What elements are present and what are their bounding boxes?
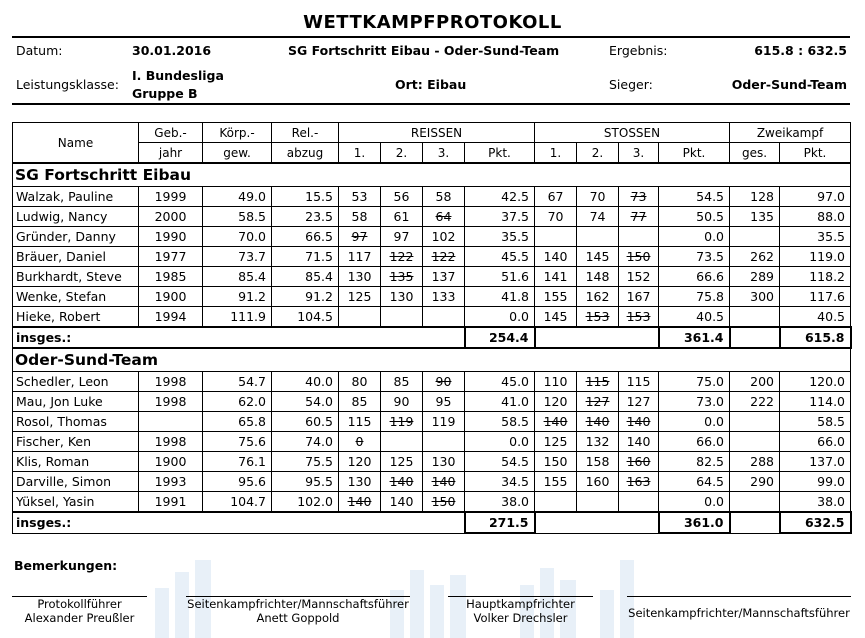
- total-gap: [535, 327, 659, 348]
- cell-s3: [423, 307, 465, 328]
- team-total-row: [13, 327, 851, 348]
- total-gap: [730, 512, 780, 533]
- cell-tpkt: 119.0: [780, 247, 851, 267]
- cell-cpkt: 73.0: [659, 392, 730, 412]
- col-rel-2: abzug: [272, 143, 339, 164]
- cell-s2: 140: [381, 492, 423, 513]
- athlete-name: Darville, Simon: [13, 472, 139, 492]
- relative-deduction: 95.5: [272, 472, 339, 492]
- birth-year: 1900: [139, 452, 203, 472]
- team-header-row: [13, 348, 851, 372]
- cell-s1: 120: [339, 452, 381, 472]
- cell-cpkt: 54.5: [659, 187, 730, 207]
- class-line1: I. Bundesliga: [132, 68, 224, 83]
- cell-ges: [730, 412, 780, 432]
- athlete-name: Schedler, Leon: [13, 372, 139, 392]
- body-weight: 65.8: [203, 412, 272, 432]
- cell-spkt: 45.5: [465, 247, 535, 267]
- signature-head-judge: [448, 596, 593, 625]
- grand-total: 632.5: [780, 512, 851, 533]
- relative-deduction: 23.5: [272, 207, 339, 227]
- col-spkt: Pkt.: [465, 143, 535, 164]
- team-total-row: [13, 512, 851, 533]
- cell-c2: 127: [577, 392, 619, 412]
- signature-name: Anett Goppold: [256, 611, 340, 625]
- cell-s1: 125: [339, 287, 381, 307]
- body-weight: 76.1: [203, 452, 272, 472]
- cell-s2: 119: [381, 412, 423, 432]
- cell-s1: 85: [339, 392, 381, 412]
- athlete-row: [13, 307, 851, 328]
- cell-c2: [577, 227, 619, 247]
- cell-c3: 77: [619, 207, 659, 227]
- cell-s3: 137: [423, 267, 465, 287]
- cell-c2: 158: [577, 452, 619, 472]
- cell-cpkt: 40.5: [659, 307, 730, 328]
- cell-s1: 117: [339, 247, 381, 267]
- cell-s3: 95: [423, 392, 465, 412]
- cell-tpkt: 66.0: [780, 432, 851, 452]
- cell-spkt: 34.5: [465, 472, 535, 492]
- athlete-name: Rosol, Thomas: [13, 412, 139, 432]
- col-name: Name: [13, 123, 139, 164]
- cell-s2: 97: [381, 227, 423, 247]
- cell-c2: 160: [577, 472, 619, 492]
- birth-year: 1998: [139, 432, 203, 452]
- col-c1: 1.: [535, 143, 577, 164]
- relative-deduction: 40.0: [272, 372, 339, 392]
- cell-s2: 140: [381, 472, 423, 492]
- cell-tpkt: 117.6: [780, 287, 851, 307]
- winner-value: Oder-Sund-Team: [731, 77, 847, 92]
- cell-c3: 140: [619, 412, 659, 432]
- relative-deduction: 71.5: [272, 247, 339, 267]
- cell-c1: 145: [535, 307, 577, 328]
- col-c3: 3.: [619, 143, 659, 164]
- cell-c1: 141: [535, 267, 577, 287]
- athlete-name: Walzak, Pauline: [13, 187, 139, 207]
- signature-name: Volker Drechsler: [473, 611, 568, 625]
- cell-s2: 90: [381, 392, 423, 412]
- cell-c3: [619, 492, 659, 513]
- cell-spkt: 37.5: [465, 207, 535, 227]
- col-ges: ges.: [730, 143, 780, 164]
- cell-tpkt: 99.0: [780, 472, 851, 492]
- cell-c2: 132: [577, 432, 619, 452]
- team-header-row: [13, 163, 851, 187]
- cell-c1: 155: [535, 472, 577, 492]
- athlete-row: [13, 392, 851, 412]
- col-total: Zweikampf: [730, 123, 851, 143]
- signature-line: [627, 596, 851, 597]
- cell-tpkt: 120.0: [780, 372, 851, 392]
- birth-year: 1994: [139, 307, 203, 328]
- cell-c3: 140: [619, 432, 659, 452]
- cell-c3: 167: [619, 287, 659, 307]
- snatch-total: 254.4: [465, 327, 535, 348]
- col-birth-2: jahr: [139, 143, 203, 164]
- cell-cpkt: 75.8: [659, 287, 730, 307]
- col-s3: 3.: [423, 143, 465, 164]
- date-value: 30.01.2016: [132, 43, 212, 58]
- birth-year: 1998: [139, 392, 203, 412]
- cell-spkt: 38.0: [465, 492, 535, 513]
- cell-c3: 163: [619, 472, 659, 492]
- cell-c2: 140: [577, 412, 619, 432]
- relative-deduction: 66.5: [272, 227, 339, 247]
- total-gap: [730, 327, 780, 348]
- relative-deduction: 102.0: [272, 492, 339, 513]
- cell-s1: 58: [339, 207, 381, 227]
- cell-ges: 300: [730, 287, 780, 307]
- cell-c1: 67: [535, 187, 577, 207]
- signature-protocol: [12, 596, 147, 625]
- cell-c3: 153: [619, 307, 659, 328]
- cell-s2: 56: [381, 187, 423, 207]
- cell-ges: 200: [730, 372, 780, 392]
- col-rel-1: Rel.-: [272, 123, 339, 143]
- cell-tpkt: 137.0: [780, 452, 851, 472]
- result-value: 615.8 : 632.5: [754, 43, 847, 58]
- cell-c2: [577, 492, 619, 513]
- cell-ges: [730, 307, 780, 328]
- athlete-row: [13, 472, 851, 492]
- athlete-name: Mau, Jon Luke: [13, 392, 139, 412]
- clean-total: 361.4: [659, 327, 730, 348]
- cell-s1: 97: [339, 227, 381, 247]
- total-label: insges.:: [13, 512, 465, 533]
- col-c2: 2.: [577, 143, 619, 164]
- snatch-total: 271.5: [465, 512, 535, 533]
- cell-ges: [730, 492, 780, 513]
- cell-s2: [381, 432, 423, 452]
- cell-spkt: 42.5: [465, 187, 535, 207]
- cell-cpkt: 50.5: [659, 207, 730, 227]
- cell-s1: [339, 307, 381, 328]
- athlete-name: Wenke, Stefan: [13, 287, 139, 307]
- cell-s1: 130: [339, 267, 381, 287]
- signature-side-judge-1: [186, 596, 410, 625]
- cell-c1: [535, 492, 577, 513]
- col-weight-2: gew.: [203, 143, 272, 164]
- cell-cpkt: 75.0: [659, 372, 730, 392]
- relative-deduction: 85.4: [272, 267, 339, 287]
- cell-ges: 135: [730, 207, 780, 227]
- birth-year: 2000: [139, 207, 203, 227]
- body-weight: 85.4: [203, 267, 272, 287]
- cell-c3: 127: [619, 392, 659, 412]
- cell-spkt: 41.8: [465, 287, 535, 307]
- cell-ges: 290: [730, 472, 780, 492]
- body-weight: 54.7: [203, 372, 272, 392]
- athlete-row: [13, 432, 851, 452]
- cell-c1: 140: [535, 247, 577, 267]
- birth-year: 1985: [139, 267, 203, 287]
- athlete-name: Yüksel, Yasin: [13, 492, 139, 513]
- birth-year: 1998: [139, 372, 203, 392]
- col-cpkt: Pkt.: [659, 143, 730, 164]
- body-weight: 70.0: [203, 227, 272, 247]
- relative-deduction: 104.5: [272, 307, 339, 328]
- winner-label: Sieger:: [609, 77, 653, 92]
- cell-c1: 120: [535, 392, 577, 412]
- cell-cpkt: 73.5: [659, 247, 730, 267]
- cell-tpkt: 58.5: [780, 412, 851, 432]
- cell-s3: 64: [423, 207, 465, 227]
- title-rule: [12, 36, 850, 38]
- cell-c2: 162: [577, 287, 619, 307]
- relative-deduction: 60.5: [272, 412, 339, 432]
- header-rule: [12, 103, 850, 105]
- remarks-label: Bemerkungen:: [14, 558, 118, 573]
- body-weight: 62.0: [203, 392, 272, 412]
- cell-ges: [730, 227, 780, 247]
- cell-spkt: 45.0: [465, 372, 535, 392]
- class-line2: Gruppe B: [132, 86, 198, 101]
- athlete-row: [13, 227, 851, 247]
- birth-year: 1990: [139, 227, 203, 247]
- cell-c3: 115: [619, 372, 659, 392]
- body-weight: 75.6: [203, 432, 272, 452]
- cell-tpkt: 88.0: [780, 207, 851, 227]
- class-label: Leistungsklasse:: [16, 77, 119, 92]
- athlete-row: [13, 492, 851, 513]
- cell-tpkt: 40.5: [780, 307, 851, 328]
- cell-c1: [535, 227, 577, 247]
- date-label: Datum:: [16, 43, 63, 58]
- cell-cpkt: 0.0: [659, 412, 730, 432]
- cell-c2: 153: [577, 307, 619, 328]
- match-title: SG Fortschritt Eibau - Oder-Sund-Team: [288, 43, 560, 58]
- relative-deduction: 91.2: [272, 287, 339, 307]
- athlete-row: [13, 187, 851, 207]
- cell-tpkt: 97.0: [780, 187, 851, 207]
- cell-ges: 288: [730, 452, 780, 472]
- cell-s3: 58: [423, 187, 465, 207]
- place-value: Ort: Eibau: [395, 77, 467, 92]
- cell-c1: 70: [535, 207, 577, 227]
- cell-cpkt: 66.6: [659, 267, 730, 287]
- cell-s3: 102: [423, 227, 465, 247]
- cell-ges: 289: [730, 267, 780, 287]
- cell-c3: 150: [619, 247, 659, 267]
- athlete-row: [13, 247, 851, 267]
- cell-s3: 90: [423, 372, 465, 392]
- cell-cpkt: 0.0: [659, 492, 730, 513]
- protocol-table: [12, 122, 852, 534]
- cell-s2: 130: [381, 287, 423, 307]
- cell-s2: 61: [381, 207, 423, 227]
- athlete-row: [13, 412, 851, 432]
- birth-year: 1999: [139, 187, 203, 207]
- cell-tpkt: 118.2: [780, 267, 851, 287]
- birth-year: 1991: [139, 492, 203, 513]
- cell-spkt: 51.6: [465, 267, 535, 287]
- cell-c3: 152: [619, 267, 659, 287]
- body-weight: 91.2: [203, 287, 272, 307]
- cell-s2: 135: [381, 267, 423, 287]
- cell-c1: 110: [535, 372, 577, 392]
- cell-s1: 53: [339, 187, 381, 207]
- cell-s1: 80: [339, 372, 381, 392]
- cell-tpkt: 38.0: [780, 492, 851, 513]
- body-weight: 104.7: [203, 492, 272, 513]
- birth-year: 1977: [139, 247, 203, 267]
- cell-c1: 140: [535, 412, 577, 432]
- athlete-name: Hieke, Robert: [13, 307, 139, 328]
- cell-s1: 115: [339, 412, 381, 432]
- total-label: insges.:: [13, 327, 465, 348]
- cell-c1: 125: [535, 432, 577, 452]
- body-weight: 49.0: [203, 187, 272, 207]
- cell-c2: 70: [577, 187, 619, 207]
- cell-spkt: 35.5: [465, 227, 535, 247]
- cell-ges: [730, 432, 780, 452]
- col-snatch: REISSEN: [339, 123, 535, 143]
- signature-name: Alexander Preußler: [24, 611, 135, 625]
- cell-s3: [423, 432, 465, 452]
- athlete-row: [13, 287, 851, 307]
- cell-s2: 122: [381, 247, 423, 267]
- cell-c2: 145: [577, 247, 619, 267]
- cell-s3: 130: [423, 452, 465, 472]
- cell-cpkt: 66.0: [659, 432, 730, 452]
- signature-role: Protokollführer: [37, 597, 122, 611]
- signature-role: Seitenkampfrichter/Mannschaftsführer: [187, 597, 409, 611]
- cell-s3: 122: [423, 247, 465, 267]
- cell-c1: 155: [535, 287, 577, 307]
- body-weight: 111.9: [203, 307, 272, 328]
- cell-s2: 125: [381, 452, 423, 472]
- cell-s3: 150: [423, 492, 465, 513]
- body-weight: 73.7: [203, 247, 272, 267]
- athlete-name: Gründer, Danny: [13, 227, 139, 247]
- cell-s2: [381, 307, 423, 328]
- signature-role: Seitenkampfrichter/Mannschaftsführer: [628, 606, 850, 620]
- cell-spkt: 41.0: [465, 392, 535, 412]
- body-weight: 58.5: [203, 207, 272, 227]
- athlete-row: [13, 267, 851, 287]
- cell-cpkt: 0.0: [659, 227, 730, 247]
- athlete-row: [13, 372, 851, 392]
- cell-ges: 128: [730, 187, 780, 207]
- col-clean: STOSSEN: [535, 123, 730, 143]
- grand-total: 615.8: [780, 327, 851, 348]
- athlete-row: [13, 452, 851, 472]
- cell-s3: 133: [423, 287, 465, 307]
- page-title: WETTKAMPFPROTOKOLL: [303, 12, 562, 33]
- cell-c3: 73: [619, 187, 659, 207]
- athlete-name: Klis, Roman: [13, 452, 139, 472]
- relative-deduction: 75.5: [272, 452, 339, 472]
- cell-s3: 140: [423, 472, 465, 492]
- birth-year: 1900: [139, 287, 203, 307]
- cell-spkt: 58.5: [465, 412, 535, 432]
- cell-c2: 74: [577, 207, 619, 227]
- cell-s3: 119: [423, 412, 465, 432]
- birth-year: 1993: [139, 472, 203, 492]
- cell-c3: [619, 227, 659, 247]
- col-weight-1: Körp.-: [203, 123, 272, 143]
- athlete-name: Fischer, Ken: [13, 432, 139, 452]
- result-label: Ergebnis:: [609, 43, 668, 58]
- cell-spkt: 54.5: [465, 452, 535, 472]
- clean-total: 361.0: [659, 512, 730, 533]
- signature-side-judge-2: [627, 606, 851, 620]
- athlete-row: [13, 207, 851, 227]
- col-tpkt: Pkt.: [780, 143, 851, 164]
- cell-spkt: 0.0: [465, 432, 535, 452]
- athlete-name: Bräuer, Daniel: [13, 247, 139, 267]
- cell-tpkt: 114.0: [780, 392, 851, 412]
- relative-deduction: 15.5: [272, 187, 339, 207]
- cell-s1: 140: [339, 492, 381, 513]
- cell-ges: 222: [730, 392, 780, 412]
- relative-deduction: 74.0: [272, 432, 339, 452]
- col-s2: 2.: [381, 143, 423, 164]
- cell-s2: 85: [381, 372, 423, 392]
- cell-c1: 150: [535, 452, 577, 472]
- cell-s1: 130: [339, 472, 381, 492]
- cell-spkt: 0.0: [465, 307, 535, 328]
- birth-year: [139, 412, 203, 432]
- cell-tpkt: 35.5: [780, 227, 851, 247]
- cell-c3: 160: [619, 452, 659, 472]
- cell-c2: 115: [577, 372, 619, 392]
- col-s1: 1.: [339, 143, 381, 164]
- team-name: SG Fortschritt Eibau: [13, 163, 851, 187]
- relative-deduction: 54.0: [272, 392, 339, 412]
- cell-c2: 148: [577, 267, 619, 287]
- col-birth-1: Geb.-: [139, 123, 203, 143]
- athlete-name: Burkhardt, Steve: [13, 267, 139, 287]
- cell-cpkt: 64.5: [659, 472, 730, 492]
- team-name: Oder-Sund-Team: [13, 348, 851, 372]
- body-weight: 95.6: [203, 472, 272, 492]
- cell-cpkt: 82.5: [659, 452, 730, 472]
- athlete-name: Ludwig, Nancy: [13, 207, 139, 227]
- total-gap: [535, 512, 659, 533]
- signature-role: Hauptkampfrichter: [466, 597, 575, 611]
- cell-s1: 0: [339, 432, 381, 452]
- cell-ges: 262: [730, 247, 780, 267]
